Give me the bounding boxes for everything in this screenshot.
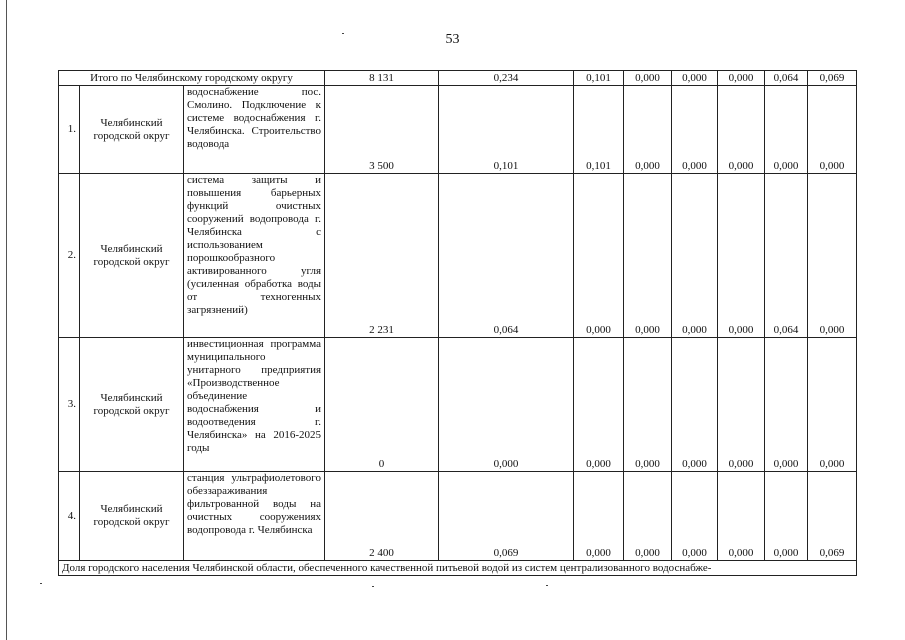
row-value: 0,069 [439, 472, 574, 561]
row-value: 0,000 [672, 174, 718, 338]
row-value: 0,000 [765, 338, 808, 472]
total-value: 0,000 [718, 71, 765, 86]
table-row [59, 338, 857, 472]
row-value: 0,000 [439, 338, 574, 472]
row-description: станция ультрафиолетового обеззараживания фильтрованной воды на очистных сооружениях водопровода г. Челябинска [184, 472, 325, 561]
row-value: 0,000 [808, 86, 857, 174]
row-value: 0,000 [672, 338, 718, 472]
row-value: 0,069 [808, 472, 857, 561]
row-district: Челябинский городской округ [80, 472, 184, 561]
row-district: Челябинский городской округ [80, 86, 184, 174]
scan-speck [40, 583, 42, 584]
row-description: инвестиционная программа муниципального унитарного предприятия «Производственное объединение водоснабжения и водоотведения г. Челябинска» на 2016-2025 годы [184, 338, 325, 472]
row-district: Челябинский городской округ [80, 338, 184, 472]
table-row [59, 174, 857, 338]
row-district: Челябинский городской округ [80, 174, 184, 338]
footer-row [59, 561, 857, 576]
page-left-border [6, 0, 7, 640]
total-row [59, 71, 857, 86]
row-value: 0,000 [624, 338, 672, 472]
row-description: водоснабжение пос. Смолино. Подключение к системе водоснабжения г. Челябинска. Строительство водовода [184, 86, 325, 174]
row-value: 0,000 [808, 338, 857, 472]
row-index: 3. [59, 338, 80, 472]
scan-speck [546, 585, 548, 586]
scan-speck [342, 33, 344, 34]
total-value: 0,069 [808, 71, 857, 86]
row-value: 0,000 [765, 472, 808, 561]
row-value: 0,000 [624, 86, 672, 174]
total-value: 0,101 [574, 71, 624, 86]
investment-table [58, 70, 857, 576]
footer-text: Доля городского населения Челябинской области, обеспеченного качественной питьевой водой из систем централизованного водоснабже- [59, 561, 857, 576]
row-value: 3 500 [325, 86, 439, 174]
table-row [59, 472, 857, 561]
row-value: 0,000 [574, 174, 624, 338]
row-description: система защиты и повышения барьерных функций очистных сооружений водопровода г. Челябинска с использованием порошкообразного активированного угля (усиленная обработка воды от техногенных загрязнений) [184, 174, 325, 338]
row-value: 0,064 [765, 174, 808, 338]
row-value: 2 231 [325, 174, 439, 338]
row-index: 4. [59, 472, 80, 561]
row-value: 0,000 [574, 338, 624, 472]
total-label: Итого по Челябинскому городскому округу [59, 71, 325, 86]
row-value: 0 [325, 338, 439, 472]
total-value: 0,000 [624, 71, 672, 86]
row-value: 0,064 [439, 174, 574, 338]
row-value: 0,000 [624, 472, 672, 561]
row-value: 0,000 [718, 472, 765, 561]
total-value: 0,000 [672, 71, 718, 86]
row-value: 0,101 [574, 86, 624, 174]
total-value: 0,064 [765, 71, 808, 86]
total-value: 8 131 [325, 71, 439, 86]
row-value: 0,000 [624, 174, 672, 338]
row-value: 2 400 [325, 472, 439, 561]
total-value: 0,234 [439, 71, 574, 86]
row-value: 0,000 [765, 86, 808, 174]
row-value: 0,000 [718, 86, 765, 174]
row-value: 0,000 [808, 174, 857, 338]
row-value: 0,000 [672, 472, 718, 561]
page-number: 53 [445, 32, 460, 47]
row-value: 0,101 [439, 86, 574, 174]
table-row [59, 86, 857, 174]
row-value: 0,000 [574, 472, 624, 561]
row-value: 0,000 [718, 174, 765, 338]
row-value: 0,000 [718, 338, 765, 472]
scan-speck [372, 586, 374, 587]
row-value: 0,000 [672, 86, 718, 174]
row-index: 2. [59, 174, 80, 338]
row-index: 1. [59, 86, 80, 174]
